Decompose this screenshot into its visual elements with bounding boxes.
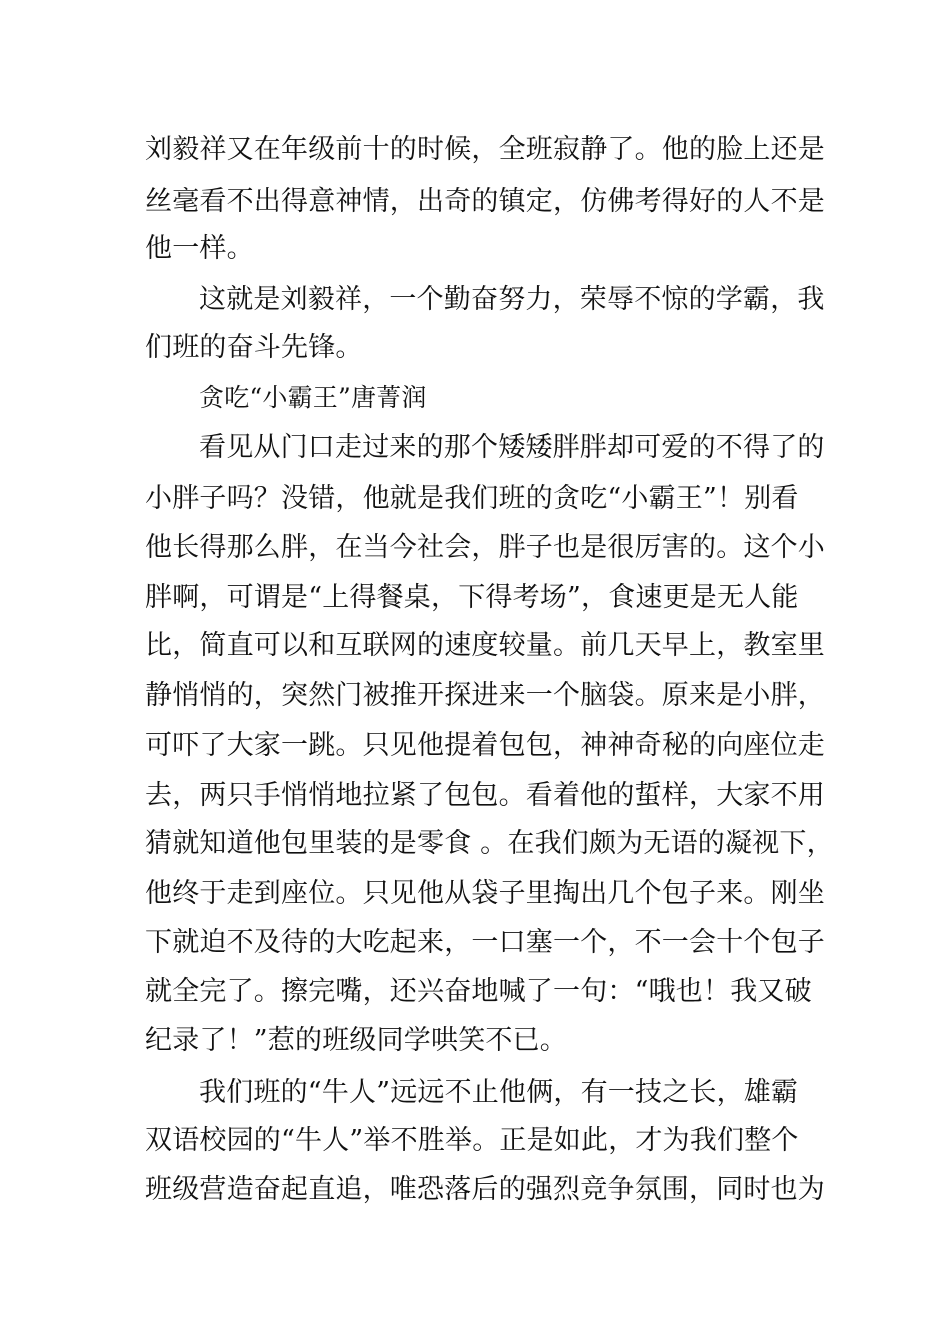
paragraph-4-line-2: 双语校园的“牛人”举不胜举。正是如此，才为我们整个 [145,1125,799,1156]
paragraph-4-line-3: 班级营造奋起直追，唯恐落后的强烈竞争氛围，同时也为 [145,1174,825,1205]
paragraph-3-line-10: 他终于走到座位。只见他从袋子里掏出几个包子来。刚坐 [145,878,825,909]
paragraph-4-line-1: 我们班的“牛人”远远不止他俩，有一技之长，雄霸 [199,1077,799,1108]
paragraph-1-line-3: 他一样。 [145,233,254,264]
paragraph-3-line-12: 就全完了。擦完嘴，还兴奋地喊了一句：“哦也！我又破 [145,976,812,1007]
paragraph-3-line-4: 胖啊，可谓是“上得餐桌，下得考场”，食速更是无人能 [145,582,799,613]
section-heading: 贪吃“小霸王”唐菁润 [199,383,427,412]
paragraph-3-line-13: 纪录了！”惹的班级同学哄笑不已。 [145,1025,568,1056]
paragraph-3-line-8: 去，两只手悄悄地拉紧了包包。看着他的蜇样，大家不用 [145,780,825,811]
paragraph-3-line-2: 小胖子吗？没错，他就是我们班的贪吃“小霸王”！别看 [145,483,799,514]
paragraph-3-line-6: 静悄悄的，突然门被推开探进来一个脑袋。原来是小胖， [145,680,825,711]
paragraph-2-line-2: 们班的奋斗先锋。 [145,332,363,363]
paragraph-3-line-5: 比，简直可以和互联网的速度较量。前几天早上，教室里 [145,630,825,661]
paragraph-3-line-11: 下就迫不及待的大吃起来，一口塞一个，不一会十个包子 [145,927,825,958]
paragraph-3-line-3: 他长得那么胖，在当今社会，胖子也是很厉害的。这个小 [145,532,825,563]
paragraph-3-line-7: 可吓了大家一跳。只见他提着包包，神神奇秘的向座位走 [145,730,825,761]
paragraph-3-line-1: 看见从门口走过来的那个矮矮胖胖却可爱的不得了的 [199,432,825,463]
paragraph-1-line-2: 丝毫看不出得意神情，出奇的镇定，仿佛考得好的人不是 [145,186,825,217]
paragraph-3-line-9: 猜就知道他包里装的是零食 。在我们颇为无语的凝视下， [145,828,834,859]
paragraph-2-line-1: 这就是刘毅祥，一个勤奋努力，荣辱不惊的学霸，我 [199,284,825,315]
paragraph-1-line-1: 刘毅祥又在年级前十的时候，全班寂静了。他的脸上还是 [145,134,825,165]
